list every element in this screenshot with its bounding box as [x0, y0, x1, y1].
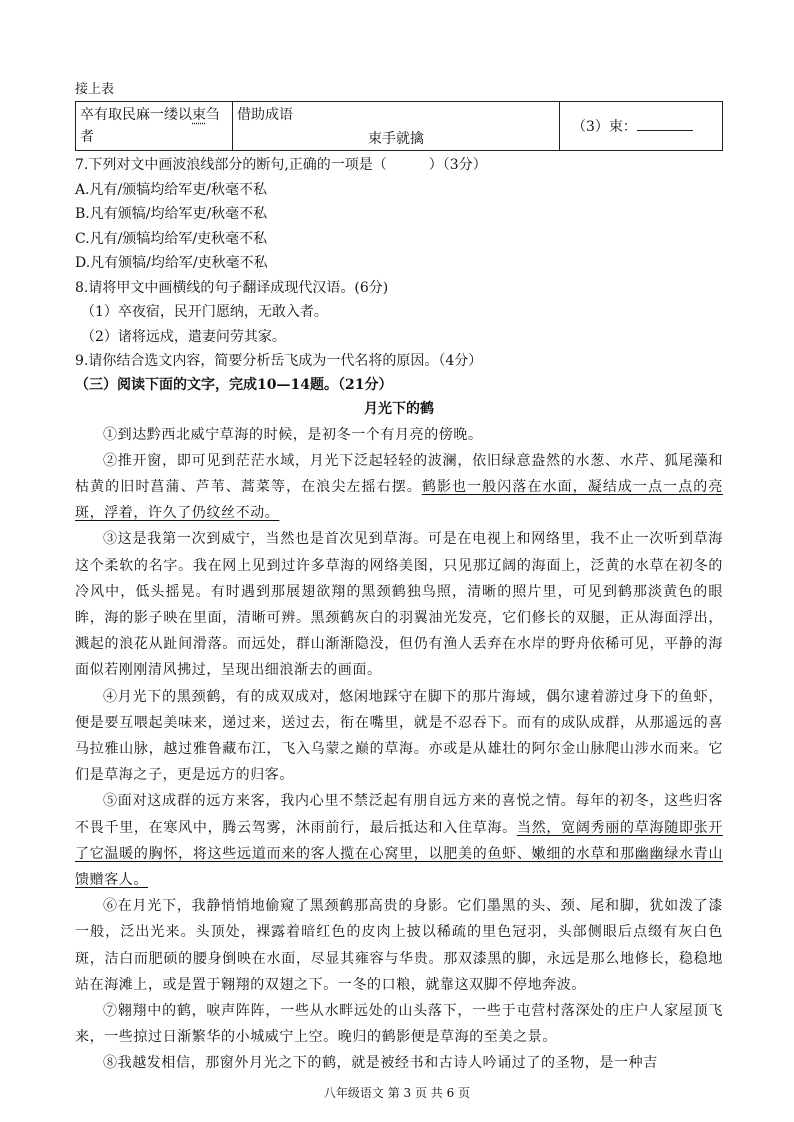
- answer-label: （3）束：: [572, 119, 637, 135]
- q8-stem: 8.请将甲文中画横线的句子翻译成现代汉语。(6分): [75, 279, 389, 296]
- article-title: 月光下的鹤: [364, 400, 434, 417]
- q7-option-c: C.凡有/颁犒均给军/吏秋毫不私: [75, 230, 268, 247]
- paragraph-4: ④月光下的黑颈鹤，有的成双成对，悠闲地踩守在脚下的那片海域，偶尔逮着游过身下的鱼虾，便是要互喂起美味来，递过来，送过去，衔在嘴里，就是不忍吞下。而有的成队成群，从那遥远的喜马拉雅山脉，越过雅鲁藏布江，飞入乌蒙之巅的草海。亦或是从雄壮的阿尔金山脉爬山涉水而来。它们是草海之子，更是远方的归客。: [75, 688, 723, 784]
- dotted-char: 束: [192, 107, 206, 123]
- q7-option-a: A.凡有/颁犒均给军吏/秋毫不私: [75, 181, 267, 198]
- underlined-sentence: 鹤影也一般闪落在水面，凝结成一点一点的亮斑，浮着，许久了仍纹丝不动。: [75, 478, 723, 522]
- q8-item-1: （1）卒夜宿，民开门愿纳，无敢入者。: [81, 304, 328, 320]
- q9-stem: 9.请你结合选文内容，简要分析岳飞成为一代名将的原因。（4分）: [75, 353, 483, 369]
- q7-stem: 7.下列对文中画波浪线部分的断句,正确的一项是（ ）（3分）: [75, 157, 487, 173]
- paragraph-6: ⑥在月光下，我静悄悄地偷窥了黑颈鹤那高贵的身影。它们墨黑的头、颈、尾和脚，犹如泼了漆一般，泛出光来。头顶处，裸露着暗红色的皮肉上披以稀疏的里色冠羽，头部侧眼后点缀有灰白色斑，洁白而肥硕的腰身倒映在水面，尽显其雍容与华贵。那双漆黑的脚，永远是那么地修长，稳稳地站在海滩上，或是置于翱翔的双翅之下。一冬的口粮，就靠这双脚不停地奔波。: [75, 898, 723, 993]
- table-cell-answer: [560, 102, 723, 151]
- idiom-text: 束手就擒: [368, 131, 424, 147]
- table-cell-sentence: 卒有取民麻一缕以束刍者: [76, 102, 233, 151]
- table-row: [76, 102, 723, 151]
- paragraph-7: ⑦翱翔中的鹤，唳声阵阵，一些从水畔远处的山头落下，一些于屯营村落深处的庄户人家屋顶飞来，一些掠过日渐繁华的小城威宁上空。晚归的鹤影便是草海的至美之景。: [75, 1002, 723, 1046]
- page-body: [75, 78, 723, 1077]
- paragraph-5: ⑤面对这成群的远方来客，我内心里不禁泛起有朋自远方来的喜悦之情。每年的初冬，这些归客不畏千里，在寒风中，腾云驾雾，沐雨前行，最后抵达和入住草海。当然，宽阔秀丽的草海随即张开了它温暖的胸怀，将这些远道而来的客人揽在心窝里，以肥美的鱼虾、嫩细的水草和那幽幽绿水青山馈赠客人。: [75, 793, 723, 888]
- q7-option-d: D.凡有颁犒/均给军/吏秋毫不私: [75, 255, 268, 271]
- paragraph-2: ②推开窗，即可见到茫茫水域，月光下泛起轻轻的波澜，依旧绿意盎然的水葱、水芹、狐尾藻和枯黄的旧时菖蒲、芦苇、蒿菜等，在浪尖左摇右摆。鹤影也一般闪落在水面，凝结成一点一点的亮斑，浮着，许久了仍纹丝不动。: [75, 452, 723, 522]
- method-label: 借助成语: [237, 107, 293, 123]
- section-heading: （三）阅读下面的文字，完成10—14题。（21分）: [75, 376, 393, 393]
- paragraph-1: ①到达黔西北威宁草海的时候，是初冬一个有月亮的傍晚。: [103, 426, 483, 443]
- q7-option-b: B.凡有颁犒/均给军吏/秋毫不私: [75, 206, 268, 222]
- page-footer: 八年级语文 第 3 页 共 6 页: [323, 1086, 471, 1100]
- table-cell-method: [233, 102, 560, 151]
- vocab-table: [75, 101, 723, 151]
- paragraph-3: ③这是我第一次到威宁，当然也是首次见到草海。可是在电视上和网络里，我不止一次听到草海这个柔软的名字。我在网上见到过许多草海的网络美图，只见那辽阔的海面上，泛黄的水草在初冬的冷风中，低头摇晃。有时遇到那展翅欲翔的黑颈鹤独鸟照，清晰的照片里，可见到鹤那淡黄色的眼眸，海的影子映在里面，清晰可辨。黑颈鹤灰白的羽翼油光发亮，它们修长的双腿，正从海面浮出，溅起的浪花从趾间滑落。而远处，群山渐渐隐没，但仍有渔人丢弃在水岸的野舟依稀可见，平静的海面似若刚刚清风拂过，呈现出细浪渐去的画面。: [75, 531, 723, 679]
- answer-blank[interactable]: [637, 116, 693, 131]
- continuation-label: 接上表: [75, 82, 115, 97]
- q8-item-2: （2）诸将远戍，遣妻问劳其家。: [81, 328, 286, 345]
- paragraph-8: ⑧我越发相信，那窗外月光之下的鹤，就是被经书和古诗人吟诵过了的圣物，是一种吉: [103, 1055, 658, 1072]
- underlined-sentence: 当然，宽阔秀丽的草海随即张开了它温暖的胸怀，将这些远道而来的客人揽在心窝里，以肥美的鱼虾、嫩细的水草和那幽幽绿水青山馈赠客人。: [75, 819, 723, 888]
